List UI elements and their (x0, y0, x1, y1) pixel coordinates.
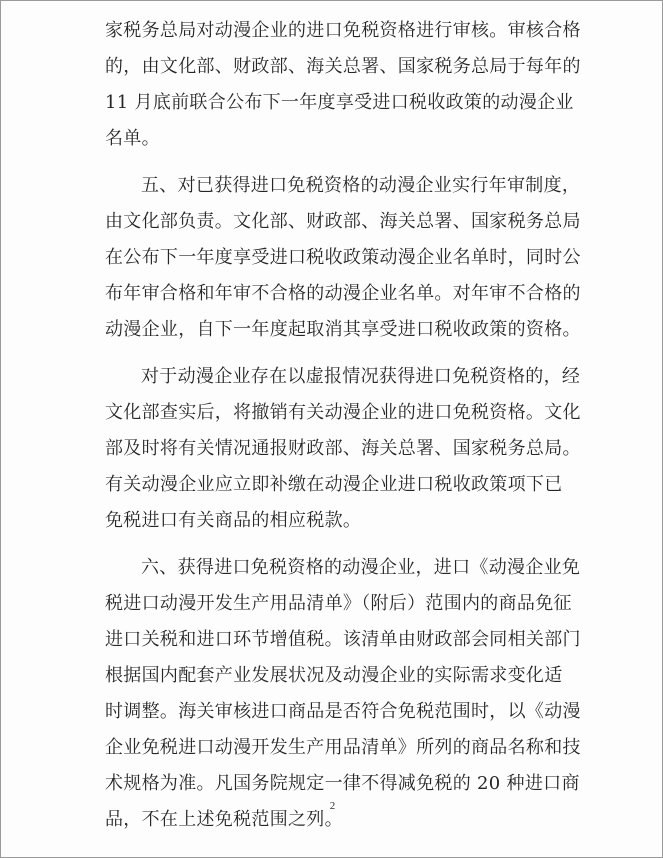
text-line: 对于动漫企业存在以虚报情况获得进口免税资格的，经 (141, 366, 581, 387)
text-line: 家税务总局对动漫企业的进口免税资格进行审核。审核合格 (105, 20, 581, 41)
text-line: 五、对已获得进口免税资格的动漫企业实行年审制度， (141, 175, 581, 196)
text-line: 在公布下一年度享受进口税收政策动漫企业名单时，同时公 (105, 247, 581, 268)
paragraph-false-reporting (105, 359, 581, 539)
text-line: 动漫企业，自下一年度起取消其享受进口税收政策的资格。 (105, 319, 581, 340)
text-line: 六、获得进口免税资格的动漫企业，进口《动漫企业免 (141, 557, 581, 578)
text-line: 税进口动漫开发生产用品清单》（附后）范围内的商品免征 (105, 593, 572, 614)
text-line: 企业免税进口动漫开发生产用品清单》所列的商品名称和技 (105, 737, 581, 758)
text-line: 11 月底前联合公布下一年度享受进口税收政策的动漫企业 (105, 92, 574, 113)
document-body (105, 13, 581, 838)
paragraph-annual-review (105, 168, 581, 348)
page-number: 2 (329, 800, 336, 812)
text-line: 的，由文化部、财政部、海关总署、国家税务总局于每年的 (105, 56, 581, 77)
text-line: 名单。 (105, 128, 160, 149)
text-line: 由文化部负责。文化部、财政部、海关总署、国家税务总局 (105, 211, 581, 232)
text-line: 文化部查实后，将撤销有关动漫企业的进口免税资格。文化 (105, 402, 581, 423)
paragraph-import-qualification-review (105, 13, 581, 157)
paragraph-duty-free-scope (105, 550, 581, 838)
text-line: 进口关税和进口环节增值税。该清单由财政部会同相关部门 (105, 629, 581, 650)
text-line: 根据国内配套产业发展状况及动漫企业的实际需求变化适 (105, 665, 563, 686)
text-line: 术规格为准。凡国务院规定一律不得减免税的 20 种进口商 (105, 773, 580, 794)
text-line: 有关动漫企业应立即补缴在动漫企业进口税收政策项下已 (105, 474, 563, 495)
text-line: 免税进口有关商品的相应税款。 (105, 510, 362, 531)
text-line: 部及时将有关情况通报财政部、海关总署、国家税务总局。 (105, 438, 581, 459)
text-line: 布年审合格和年审不合格的动漫企业名单。对年审不合格的 (105, 283, 581, 304)
text-line: 时调整。海关审核进口商品是否符合免税范围时，以《动漫 (105, 701, 581, 722)
text-line: 品，不在上述免税范围之列。 (105, 809, 343, 830)
